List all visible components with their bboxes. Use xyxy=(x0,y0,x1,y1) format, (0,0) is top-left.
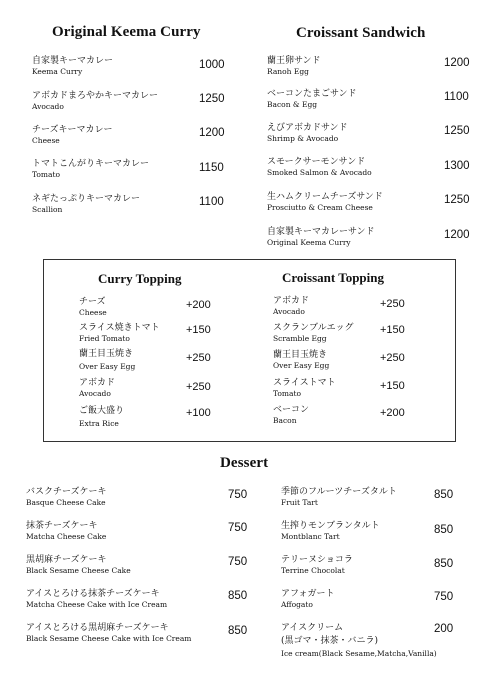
topping-price: +200 xyxy=(380,407,405,419)
menu-item xyxy=(32,159,149,180)
item-name-en: Over Easy Egg xyxy=(79,362,136,371)
item-name-jp: 蘭王卵サンド xyxy=(267,56,321,66)
item-name-jp: ベーコン xyxy=(273,405,310,415)
topping-item xyxy=(79,349,135,372)
item-name-en: Terrine Chocolat xyxy=(281,566,345,575)
item-name-en: Bacon xyxy=(273,416,297,425)
item-price: 1250 xyxy=(199,93,225,105)
item-price: 1100 xyxy=(444,91,469,103)
item-name-en: Prosciutto & Cream Cheese xyxy=(267,203,373,212)
item-name-en: Avocado xyxy=(32,102,64,111)
menu-item xyxy=(267,123,348,144)
curry-topping-heading: Curry Topping xyxy=(98,271,182,286)
topping-item xyxy=(273,378,336,399)
item-name-jp: アイスとろける黒胡麻チーズケーキ xyxy=(26,623,169,633)
menu-item xyxy=(26,623,191,644)
item-price: 200 xyxy=(434,623,454,635)
item-name-en: Cheese xyxy=(79,308,107,317)
topping-item xyxy=(273,323,353,344)
item-name-en: Ranoh Egg xyxy=(267,67,309,76)
item-price: 750 xyxy=(228,489,248,501)
item-name-jp: 自家製キーマカレー xyxy=(32,56,114,66)
topping-item xyxy=(79,323,160,344)
topping-item xyxy=(273,350,329,371)
keema-curry-heading: Original Keema Curry xyxy=(52,24,201,40)
item-price: 1100 xyxy=(199,196,224,208)
item-name-en: Affogato xyxy=(281,600,313,609)
menu-item xyxy=(26,589,167,610)
item-name-jp: 蘭王目玉焼き xyxy=(273,350,328,360)
menu-item xyxy=(267,56,321,77)
item-name-en: Keema Curry xyxy=(32,67,83,76)
item-name-jp: ご飯大盛り xyxy=(79,406,125,416)
item-name-jp: 自家製キーマカレーサンド xyxy=(267,227,375,237)
topping-price: +150 xyxy=(380,380,405,392)
item-name-en: Scallion xyxy=(32,205,63,214)
item-name-jp: テリーヌショコラ xyxy=(281,555,353,565)
menu-item xyxy=(32,56,113,77)
menu-item xyxy=(267,89,357,110)
item-name-en: Basque Cheese Cake xyxy=(26,498,106,507)
topping-item xyxy=(273,405,309,426)
item-name-jp: 生搾りモンブランタルト xyxy=(281,521,380,531)
topping-item xyxy=(79,406,124,429)
item-price: 1200 xyxy=(444,229,470,241)
menu-item xyxy=(281,487,397,508)
topping-price: +100 xyxy=(186,407,211,419)
item-price: 850 xyxy=(228,590,248,602)
topping-price: +150 xyxy=(186,324,211,336)
menu-item xyxy=(267,227,375,248)
item-name-jp: 黒胡麻チーズケーキ xyxy=(26,555,107,565)
topping-price: +250 xyxy=(380,352,405,364)
menu-item xyxy=(32,194,140,215)
menu-item xyxy=(281,589,335,610)
item-price: 850 xyxy=(228,625,248,637)
item-name-en: Bacon & Egg xyxy=(267,100,318,109)
item-price: 1000 xyxy=(199,59,225,71)
topping-price: +250 xyxy=(186,381,211,393)
item-name-jp: スライストマト xyxy=(273,378,336,388)
item-name-en: Black Sesame Cheese Cake with Ice Cream xyxy=(26,634,192,643)
topping-price: +200 xyxy=(186,299,211,311)
item-name-jp-sub: (黒ゴマ・抹茶・バニラ) xyxy=(281,636,379,646)
menu-item xyxy=(281,555,353,576)
item-price: 850 xyxy=(434,558,454,570)
menu-item xyxy=(267,157,372,178)
item-name-jp: チーズ xyxy=(79,297,106,307)
item-price: 1250 xyxy=(444,194,470,206)
item-name-en: Fruit Tart xyxy=(281,498,318,507)
item-price: 1250 xyxy=(444,125,470,137)
menu-item xyxy=(32,125,113,146)
menu-item xyxy=(26,487,107,508)
menu-item xyxy=(26,521,106,542)
item-price: 1150 xyxy=(199,162,224,174)
item-name-jp: スライス焼きトマト xyxy=(79,323,160,333)
item-name-en: Tomato xyxy=(273,389,302,398)
item-name-en: Matcha Cheese Cake with Ice Cream xyxy=(26,600,168,609)
menu-item xyxy=(26,555,131,576)
item-name-jp: ベーコンたまごサンド xyxy=(267,89,357,99)
item-name-en: Cheese xyxy=(32,136,60,145)
topping-price: +250 xyxy=(186,352,211,364)
menu-item xyxy=(281,521,380,542)
item-name-jp: アフォガート xyxy=(281,589,335,599)
item-price: 1300 xyxy=(444,160,470,172)
item-name-jp: 季節のフルーツチーズタルト xyxy=(281,487,397,497)
item-name-jp: スクランブルエッグ xyxy=(273,323,354,333)
item-name-jp: アボカド xyxy=(79,378,116,388)
topping-price: +150 xyxy=(380,324,405,336)
item-name-jp: アボカド xyxy=(273,296,310,306)
item-name-en: Scramble Egg xyxy=(273,334,327,343)
item-price: 850 xyxy=(434,489,454,501)
item-name-en: Avocado xyxy=(79,389,111,398)
item-name-jp: 蘭王目玉焼き xyxy=(79,349,134,359)
item-price: 750 xyxy=(228,556,248,568)
item-name-jp: チーズキーマカレー xyxy=(32,125,113,135)
croissant-topping-heading: Croissant Topping xyxy=(282,270,385,285)
item-name-en: Matcha Cheese Cake xyxy=(26,532,107,541)
item-name-jp: アイスとろける抹茶チーズケーキ xyxy=(26,589,160,599)
item-name-jp: アイスクリーム xyxy=(281,623,344,633)
item-price: 850 xyxy=(434,524,454,536)
item-name-en: Ice cream(Black Sesame,Matcha,Vanilla) xyxy=(281,649,437,658)
item-name-en: Original Keema Curry xyxy=(267,238,351,247)
dessert-heading: Dessert xyxy=(220,455,269,471)
item-name-en: Tomato xyxy=(32,170,61,179)
item-name-jp: バスクチーズケーキ xyxy=(26,487,107,497)
item-name-jp: スモークサーモンサンド xyxy=(267,157,366,167)
menu-item xyxy=(32,91,158,112)
topping-item xyxy=(79,297,107,318)
item-price: 1200 xyxy=(199,127,225,139)
item-name-en: Smoked Salmon & Avocado xyxy=(267,168,372,177)
item-price: 750 xyxy=(228,522,248,534)
item-name-jp: アボカドまろやかキーマカレー xyxy=(32,91,159,101)
item-price: 750 xyxy=(434,591,454,603)
item-name-jp: ネギたっぷりキーマカレー xyxy=(32,194,141,204)
item-name-en: Black Sesame Cheese Cake xyxy=(26,566,131,575)
item-name-jp: トマトこんがりキーマカレー xyxy=(32,159,150,169)
item-name-jp: 生ハムクリームチーズサンド xyxy=(267,192,383,202)
item-name-en: Fried Tomato xyxy=(79,334,130,343)
topping-item xyxy=(79,378,115,399)
item-name-en: Avocado xyxy=(273,307,305,316)
item-name-en: Shrimp & Avocado xyxy=(267,134,339,143)
topping-price: +250 xyxy=(380,298,405,310)
item-name-jp: えびアボカドサンド xyxy=(267,123,348,133)
topping-item xyxy=(273,296,309,317)
item-name-jp: 抹茶チーズケーキ xyxy=(26,521,98,531)
croissant-sandwich-heading: Croissant Sandwich xyxy=(296,25,426,41)
item-name-en: Montblanc Tart xyxy=(281,532,340,541)
item-price: 1200 xyxy=(444,57,470,69)
item-name-en: Over Easy Egg xyxy=(273,361,330,370)
menu-item xyxy=(281,623,437,659)
menu-item xyxy=(267,192,383,213)
item-name-en: Extra Rice xyxy=(79,419,119,428)
